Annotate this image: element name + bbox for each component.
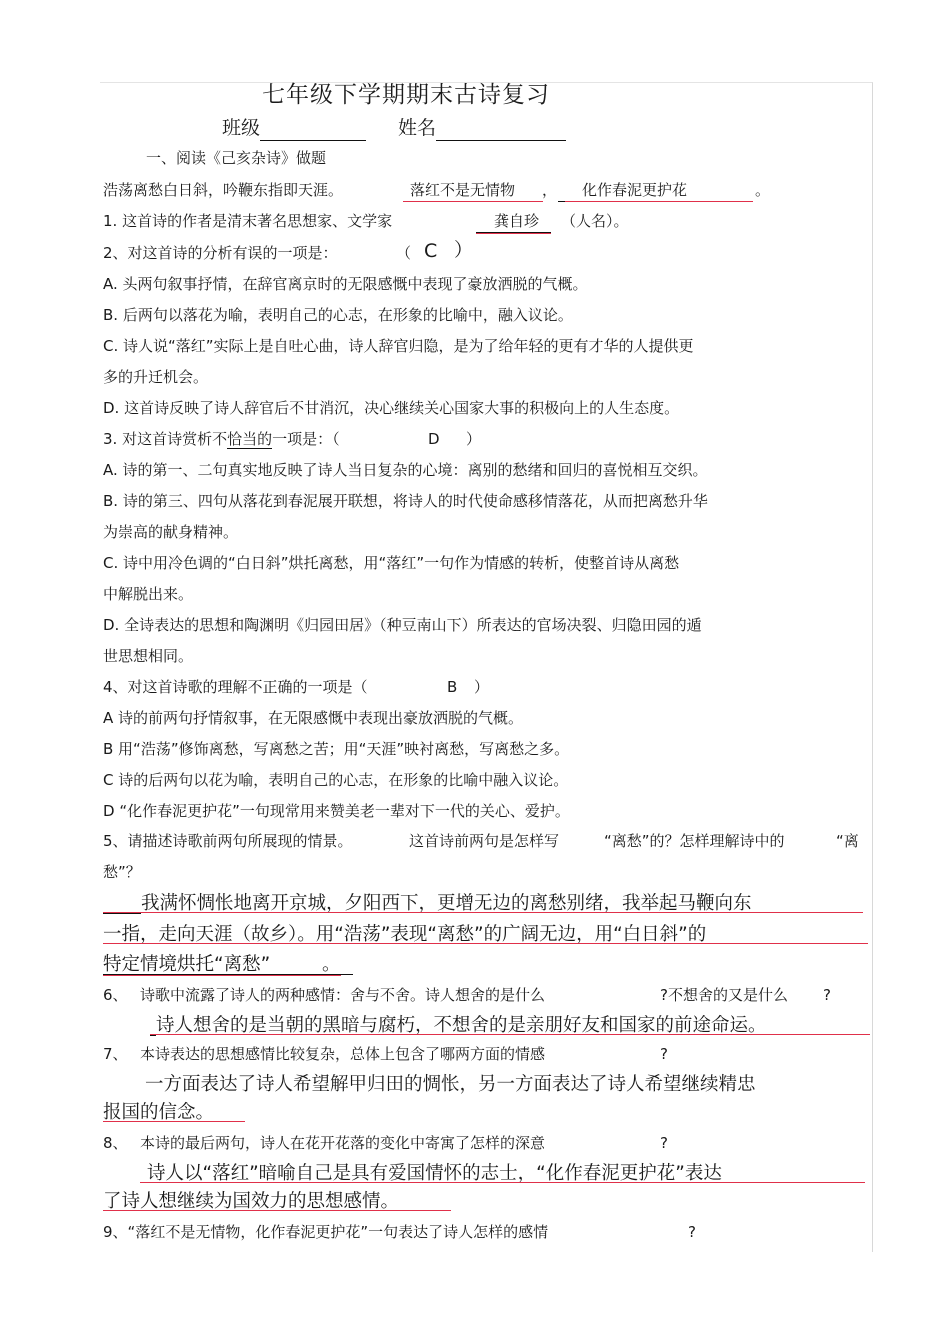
poem-comma: ， bbox=[542, 181, 558, 199]
q7-number: 7、 bbox=[103, 1045, 128, 1063]
q2-option-d: D. 这首诗反映了诗人辞官后不甘消沉，决心继续关心国家大事的积极向上的人生态度。 bbox=[103, 399, 680, 417]
q2-option-a: A. 头两句叙事抒情，在辞官离京时的无限感慨中表现了豪放洒脱的气概。 bbox=[103, 275, 588, 293]
class-label: 班级 bbox=[222, 117, 261, 139]
q8-red-line2 bbox=[103, 1210, 451, 1211]
q1-answer: 龚自珍 bbox=[494, 212, 540, 230]
q2-option-c-cont: 多的升迁机会。 bbox=[103, 368, 209, 386]
q5-line2: 愁”？ bbox=[103, 863, 141, 881]
q6-text2: ?不想舍的又是什么 bbox=[660, 986, 788, 1004]
q4-answer: B bbox=[447, 678, 458, 696]
q4-close: ） bbox=[474, 678, 490, 696]
q6-answer: 诗人想舍的是当朝的黑暗与腐朽，不想舍的是亲朋好友和国家的前途命运。 bbox=[156, 1015, 767, 1036]
q2-text: 2、对这首诗的分析有误的一项是： bbox=[103, 244, 338, 262]
q7-text: 本诗表达的思想感情比较复杂，总体上包含了哪两方面的情感 bbox=[140, 1045, 546, 1063]
q3-option-a: A. 诗的第一、二句真实地反映了诗人当日复杂的心境：离别的愁绪和回归的喜悦相互交织。 bbox=[103, 461, 708, 479]
name-field bbox=[398, 115, 566, 141]
q6-answer-lead-line bbox=[150, 1035, 156, 1036]
page-title: 七年级下学期期末古诗复习 bbox=[262, 82, 550, 108]
q8-answer-line2: 了诗人想继续为国效力的思想感情。 bbox=[103, 1191, 400, 1212]
q3-answer: D bbox=[428, 430, 440, 448]
q4-option-c: C 诗的后两句以花为喻，表明自己的心志，在形象的比喻中融入议论。 bbox=[103, 771, 569, 789]
class-field bbox=[222, 115, 366, 141]
q3-option-d-cont: 世思想相同。 bbox=[103, 647, 194, 665]
poem-end: 。 bbox=[755, 181, 771, 199]
q5-part1: 5、请描述诗歌前两句所展现的情景。 bbox=[103, 832, 353, 850]
q1-suffix: （人名）。 bbox=[561, 212, 629, 230]
q5-red-line1 bbox=[103, 912, 863, 913]
q3-close: ） bbox=[466, 430, 482, 448]
q6-number: 6、 bbox=[103, 986, 128, 1004]
q3-pre: 3. 对这首诗赏析不 bbox=[103, 430, 228, 448]
q4-option-a: A 诗的前两句抒情叙事，在无限感慨中表现出豪放洒脱的气概。 bbox=[103, 709, 524, 727]
q5-answer-line3: 特定情境烘托“离愁” bbox=[103, 954, 271, 975]
q9-text: 9、“落红不是无情物，化作春泥更护花”一句表达了诗人怎样的感情 bbox=[103, 1223, 549, 1241]
class-input[interactable] bbox=[260, 120, 366, 141]
blank1-red-underline bbox=[403, 201, 543, 202]
q7-answer-line1: 一方面表达了诗人希望解甲归田的惆怅，另一方面表达了诗人希望继续精忠 bbox=[145, 1074, 756, 1095]
q8-number: 8、 bbox=[103, 1134, 128, 1152]
q2-option-c: C. 诗人说“落红”实际上是自吐心曲，诗人辞官归隐，是为了给年轻的更有才华的人提供更 bbox=[103, 337, 694, 355]
q6-red-line bbox=[150, 1034, 870, 1035]
q3-option-b: B. 诗的第三、四句从落花到春泥展开联想，将诗人的时代使命感移情落花，从而把离愁升华 bbox=[103, 492, 708, 510]
q1-text: 1. 这首诗的作者是清末著名思想家、文学家 bbox=[103, 212, 393, 230]
poem-line1: 浩荡离愁白日斜，吟鞭东指即天涯。 bbox=[103, 181, 344, 199]
q3-post: 一项是：（ bbox=[272, 430, 340, 448]
q8-answer-line1: 诗人以“落红”暗喻自己是具有爱国情怀的志士，“化作春泥更护花”表达 bbox=[147, 1163, 722, 1184]
q9-qmark: ? bbox=[688, 1223, 696, 1241]
q5-part2: 这首诗前两句是怎样写 bbox=[409, 832, 560, 850]
q7-red-line bbox=[103, 1121, 245, 1122]
q5-answer-end: 。 bbox=[322, 954, 341, 975]
q8-qmark: ? bbox=[660, 1134, 668, 1152]
q3-text bbox=[103, 429, 340, 449]
q3-option-c-cont: 中解脱出来。 bbox=[103, 585, 194, 603]
q4-text: 4、对这首诗歌的理解不正确的一项是（ bbox=[103, 678, 368, 696]
q5-answer-lead-line bbox=[103, 913, 141, 914]
q6-text: 诗歌中流露了诗人的两种感情：舍与不舍。诗人想舍的是什么 bbox=[140, 986, 546, 1004]
poem-blank1-answer: 落红不是无情物 bbox=[410, 181, 516, 199]
q5-red-line2 bbox=[103, 943, 868, 944]
q4-option-d: D “化作春泥更护花”一句现常用来赞美老一辈对下一代的关心、爱护。 bbox=[103, 802, 570, 820]
poem-blank2-answer: 化作春泥更护花 bbox=[582, 181, 688, 199]
q2-open: （ bbox=[396, 244, 412, 262]
q8-red-line1 bbox=[140, 1182, 865, 1183]
q7-answer-line2: 报国的信念。 bbox=[103, 1102, 215, 1123]
q5-part3: “离愁”的？怎样理解诗中的 bbox=[604, 832, 785, 850]
q1-red-underline bbox=[476, 233, 551, 234]
q3-emphasis: 恰当的 bbox=[227, 430, 273, 448]
name-label: 姓名 bbox=[398, 117, 437, 139]
name-input[interactable] bbox=[436, 120, 566, 141]
q2-close: ） bbox=[454, 239, 474, 261]
q5-red-line3 bbox=[103, 975, 341, 976]
q8-text: 本诗的最后两句，诗人在花开花落的变化中寄寓了怎样的深意 bbox=[140, 1134, 546, 1152]
q7-qmark: ? bbox=[660, 1045, 668, 1063]
q3-option-c: C. 诗中用冷色调的“白日斜”烘托离愁，用“落红”一句作为情感的转析，使整首诗从离愁 bbox=[103, 554, 680, 572]
q2-option-b: B. 后两句以落花为喻，表明自己的心志，在形象的比喻中，融入议论。 bbox=[103, 306, 573, 324]
q5-answer-line2: 一指，走向天涯（故乡）。用“浩荡”表现“离愁”的广阔无边，用“白日斜”的 bbox=[103, 924, 707, 945]
blank2-red-underline bbox=[565, 201, 753, 202]
q5-answer-line1: 我满怀惆怅地离开京城，夕阳西下，更增无边的离愁别绪，我举起马鞭向东 bbox=[141, 893, 752, 914]
q4-option-b: B 用“浩荡”修饰离愁，写离愁之苦；用“天涯”映衬离愁，写离愁之多。 bbox=[103, 740, 570, 758]
q6-qmark: ? bbox=[823, 986, 831, 1004]
q2-answer: C bbox=[424, 240, 438, 262]
q3-option-b-cont: 为崇高的献身精神。 bbox=[103, 523, 239, 541]
section-heading: 一、阅读《己亥杂诗》做题 bbox=[146, 149, 327, 167]
q3-option-d: D. 全诗表达的思想和陶渊明《归园田居》（种豆南山下）所表达的官场决裂、归隐田园的遁 bbox=[103, 616, 702, 634]
q5-part4: “离 bbox=[836, 832, 859, 850]
